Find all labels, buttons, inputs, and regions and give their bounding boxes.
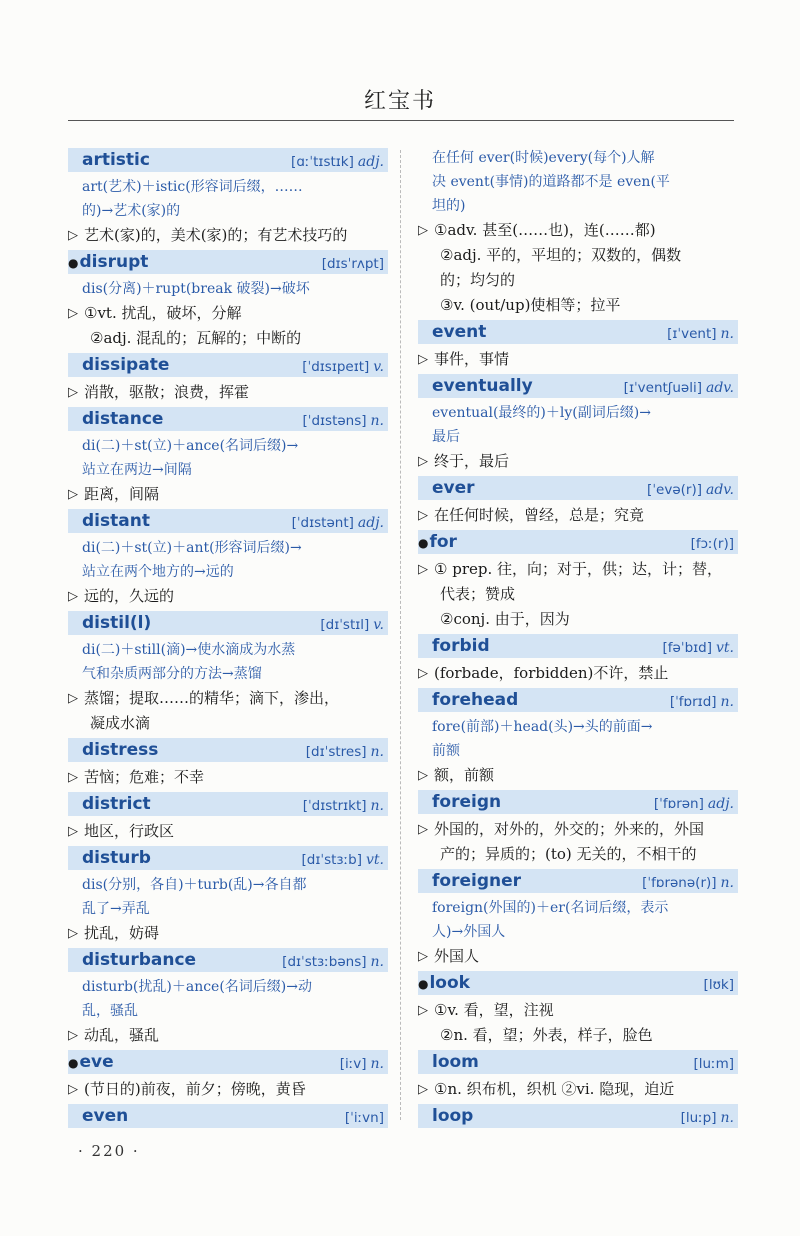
- part-of-speech: v.: [373, 616, 384, 633]
- phonetic-transcription: [ɑːˈtɪstɪk]: [291, 153, 354, 170]
- header-rule: [68, 120, 734, 121]
- etymology-line: 人)→外国人: [432, 924, 506, 940]
- etymology-line: dis(分离)＋rupt(break 破裂)→破坏: [82, 281, 310, 297]
- pronunciation-group: [320, 614, 384, 633]
- triangle-marker-icon: ▷: [418, 562, 428, 577]
- definition-line: [418, 607, 738, 632]
- headword: distil(l): [82, 613, 152, 633]
- definition-line: [418, 817, 738, 842]
- etymology-line: art(艺术)＋istic(形容词后缀，……: [82, 179, 303, 195]
- part-of-speech: adj.: [357, 153, 384, 170]
- definition-line: [418, 1023, 738, 1048]
- pronunciation-group: [681, 1107, 734, 1126]
- headword: eventually: [432, 376, 533, 396]
- etymology-line: 坦的): [432, 198, 466, 214]
- triangle-marker-icon: ▷: [418, 454, 428, 469]
- definition-line: [418, 347, 738, 372]
- headword: loop: [432, 1106, 474, 1126]
- definition-line: [418, 293, 738, 318]
- entry-headword-bar: [68, 509, 388, 533]
- phonetic-transcription: [luːm]: [693, 1055, 734, 1072]
- dictionary-entry: [418, 530, 738, 632]
- phonetic-transcription: [ˈevə(r)]: [647, 481, 702, 498]
- headword-group: [82, 1106, 128, 1126]
- headword: artistic: [82, 150, 150, 170]
- etymology-line: 前额: [432, 743, 460, 759]
- definition-line: [68, 301, 388, 326]
- definition-text: 距离，间隔: [84, 485, 160, 503]
- headword: distant: [82, 511, 150, 531]
- dictionary-entry: [418, 869, 738, 969]
- pronunciation-group: [691, 533, 734, 552]
- entry-headword-bar: [68, 948, 388, 972]
- part-of-speech: n.: [370, 797, 384, 814]
- pronunciation-group: [302, 410, 384, 429]
- headword: forehead: [432, 690, 519, 710]
- triangle-marker-icon: ▷: [418, 508, 428, 523]
- entry-headword-bar: [418, 1050, 738, 1074]
- triangle-marker-icon: ▷: [418, 1082, 428, 1097]
- headword-group: [82, 511, 150, 531]
- definition-line: [68, 584, 388, 609]
- headword: disturbance: [82, 950, 197, 970]
- definition-line: [418, 1077, 738, 1102]
- definition-text: ②conj. 由于，因为: [440, 610, 570, 628]
- dictionary-entry: [68, 1050, 388, 1102]
- triangle-marker-icon: ▷: [68, 306, 78, 321]
- definition-line: [418, 243, 738, 268]
- definition-line: [418, 557, 738, 582]
- headword: distress: [82, 740, 159, 760]
- definition-text: 外国的，对外的，外交的；外来的，外国: [434, 820, 705, 838]
- dictionary-entry: [68, 738, 388, 790]
- entry-headword-bar: [68, 250, 388, 274]
- triangle-marker-icon: ▷: [68, 1082, 78, 1097]
- dictionary-entry: [418, 634, 738, 686]
- phonetic-transcription: [iːv]: [339, 1055, 367, 1072]
- phonetic-transcription: [ˈdɪstrɪkt]: [302, 797, 367, 814]
- right-column: [418, 146, 738, 1131]
- entry-headword-bar: [418, 869, 738, 893]
- pronunciation-group: [340, 1053, 384, 1072]
- part-of-speech: adj.: [357, 514, 384, 531]
- triangle-marker-icon: ▷: [418, 768, 428, 783]
- dictionary-entry: [418, 1050, 738, 1102]
- definition-text: ③v. (out/up)使相等；拉平: [440, 296, 621, 314]
- definition-text: 产的；异质的；(to) 无关的，不相干的: [440, 845, 697, 863]
- entry-headword-bar: [418, 688, 738, 712]
- page-title: 红宝书: [363, 89, 436, 114]
- key-word-bullet-icon: ●: [68, 256, 79, 270]
- definition-text: (forbade，forbidden)不许，禁止: [434, 664, 669, 682]
- headword: for: [429, 532, 457, 552]
- pronunciation-group: [303, 795, 384, 814]
- definition-line: [68, 482, 388, 507]
- triangle-marker-icon: ▷: [68, 228, 78, 243]
- definition-line: [418, 842, 738, 867]
- etymology-line: eventual(最终的)＋ly(副词后缀)→: [432, 405, 651, 421]
- dictionary-entry: [418, 476, 738, 528]
- pronunciation-group: [302, 849, 384, 868]
- phonetic-transcription: [ˈdɪstənt]: [291, 514, 354, 531]
- phonetic-transcription: [dɪˈstɜːb]: [301, 851, 362, 868]
- pronunciation-group: [282, 951, 384, 970]
- headword-group: [432, 376, 533, 396]
- page-number: · 220 ·: [78, 1142, 140, 1160]
- headword-group: [432, 322, 486, 342]
- definition-line: [418, 998, 738, 1023]
- part-of-speech: adv.: [705, 481, 734, 498]
- etymology-line: 决 event(事情)的道路都不是 even(平: [432, 174, 670, 190]
- etymology-line: dis(分别，各自)＋turb(乱)→各自都: [82, 877, 307, 893]
- headword: disturb: [82, 848, 151, 868]
- dictionary-entry: [68, 250, 388, 351]
- dictionary-entry: [418, 688, 738, 788]
- phonetic-transcription: [dɪˈstres]: [305, 743, 367, 760]
- headword-group: [432, 871, 521, 891]
- entry-headword-bar: [418, 530, 738, 554]
- headword-group: [68, 252, 148, 272]
- definition-line: [68, 1023, 388, 1048]
- etymology-line: 气和杂质两部分的方法→蒸馏: [82, 666, 262, 682]
- headword-group: [82, 794, 151, 814]
- pronunciation-group: [642, 872, 734, 891]
- definition-line: [418, 503, 738, 528]
- etymology-line: 站立在两边→间隔: [82, 462, 192, 478]
- headword: look: [429, 973, 470, 993]
- entry-headword-bar: [418, 790, 738, 814]
- headword-group: [432, 478, 475, 498]
- dictionary-entry: [418, 374, 738, 474]
- etymology-line: fore(前部)＋head(头)→头的前面→: [432, 719, 653, 735]
- definition-text: 扰乱，妨碍: [84, 924, 160, 942]
- definition-text: ②adj. 平的，平坦的；双数的，偶数: [440, 246, 682, 264]
- phonetic-transcription: [ɪˈventʃuəli]: [623, 379, 702, 396]
- headword-group: [432, 636, 490, 656]
- etymology-line: di(二)＋st(立)＋ant(形容词后缀)→: [82, 540, 302, 556]
- triangle-marker-icon: ▷: [68, 770, 78, 785]
- triangle-marker-icon: ▷: [418, 223, 428, 238]
- definition-line: [418, 661, 738, 686]
- triangle-marker-icon: ▷: [68, 1028, 78, 1043]
- entry-headword-bar: [68, 353, 388, 377]
- entry-headword-bar: [68, 846, 388, 870]
- headword-group: [82, 613, 151, 633]
- headword: dissipate: [82, 355, 170, 375]
- definition-text: ①v. 看，望，注视: [434, 1001, 554, 1019]
- phonetic-transcription: [ˈfɒrɪd]: [669, 693, 717, 710]
- etymology-line: 乱，骚乱: [82, 1003, 138, 1019]
- definition-text: 艺术(家)的，美术(家)的；有艺术技巧的: [84, 226, 348, 244]
- headword: foreign: [432, 792, 502, 812]
- definition-text: 消散，驱散；浪费，挥霍: [84, 383, 250, 401]
- definition-text: 苦恼；危难；不幸: [84, 768, 205, 786]
- definition-line: [68, 765, 388, 790]
- definition-line: [418, 944, 738, 969]
- entry-headword-bar: [68, 1050, 388, 1074]
- key-word-bullet-icon: ●: [68, 1056, 79, 1070]
- headword: district: [82, 794, 151, 814]
- dictionary-entry: [68, 1104, 388, 1128]
- headword-group: [82, 950, 196, 970]
- definition-text: 终于，最后: [434, 452, 510, 470]
- entry-headword-bar: [418, 971, 738, 995]
- definition-text: ②n. 看，望；外表，样子，脸色: [440, 1026, 653, 1044]
- phonetic-transcription: [ˈfɒrən]: [653, 795, 704, 812]
- headword: disrupt: [79, 252, 149, 272]
- phonetic-transcription: [dɪˈstɜːbəns]: [282, 953, 367, 970]
- triangle-marker-icon: ▷: [418, 1003, 428, 1018]
- etymology-line: 乱了→弄乱: [82, 901, 150, 917]
- etymology-line: di(二)＋st(立)＋ance(名词后缀)→: [82, 438, 299, 454]
- definition-text: 在任何时候，曾经，总是；究竟: [434, 506, 645, 524]
- headword-group: [418, 532, 457, 552]
- definition-text: 动乱，骚乱: [84, 1026, 160, 1044]
- triangle-marker-icon: ▷: [68, 487, 78, 502]
- etymology-line: 在任何 ever(时候)every(每个)人解: [432, 150, 655, 166]
- headword: loom: [432, 1052, 479, 1072]
- headword: foreigner: [432, 871, 522, 891]
- dictionary-entry: [68, 353, 388, 405]
- part-of-speech: n.: [720, 874, 734, 891]
- part-of-speech: v.: [373, 358, 384, 375]
- definition-line: [68, 686, 388, 711]
- dictionary-entry: [68, 611, 388, 736]
- definition-text: 远的，久远的: [84, 587, 175, 605]
- definition-text: ①adv. 甚至(……也)，连(……都): [434, 221, 656, 239]
- etymology-line: foreign(外国的)＋er(名词后缀，表示: [432, 900, 669, 916]
- phonetic-transcription: [dɪˈstɪl]: [320, 616, 370, 633]
- entry-headword-bar: [418, 374, 738, 398]
- definition-text: 地区，行政区: [84, 822, 175, 840]
- headword: even: [82, 1106, 129, 1126]
- headword: forbid: [432, 636, 490, 656]
- entry-headword-bar: [68, 148, 388, 172]
- dictionary-entry: [418, 971, 738, 1048]
- triangle-marker-icon: ▷: [68, 926, 78, 941]
- headword: ever: [432, 478, 475, 498]
- dictionary-entry: [68, 509, 388, 609]
- definition-text: (节日的)前夜，前夕；傍晚，黄昏: [84, 1080, 306, 1098]
- definition-text: ① prep. 往，向；对于，供；达，计；替，: [434, 560, 723, 578]
- definition-line: [418, 582, 738, 607]
- part-of-speech: n.: [370, 412, 384, 429]
- headword-group: [432, 1052, 479, 1072]
- pronunciation-group: [322, 253, 384, 272]
- headword-group: [82, 150, 150, 170]
- etymology-line: di(二)＋still(滴)→使水滴成为水蒸: [82, 642, 296, 658]
- pronunciation-group: [704, 974, 734, 993]
- definition-text: 事件，事情: [434, 350, 510, 368]
- key-word-bullet-icon: ●: [418, 536, 429, 550]
- phonetic-transcription: [fɔː(r)]: [690, 535, 734, 552]
- definition-line: [68, 819, 388, 844]
- column-divider: [400, 150, 401, 1120]
- entry-headword-bar: [418, 320, 738, 344]
- headword-group: [418, 973, 470, 993]
- dictionary-entry: [418, 1104, 738, 1128]
- headword-group: [82, 355, 169, 375]
- definition-line: [68, 223, 388, 248]
- pronunciation-group: [663, 637, 734, 656]
- dictionary-entry: [68, 148, 388, 248]
- headword: event: [432, 322, 487, 342]
- definition-text: ①vt. 扰乱，破坏，分解: [84, 304, 242, 322]
- phonetic-transcription: [ˈiːvn]: [344, 1109, 384, 1126]
- triangle-marker-icon: ▷: [418, 822, 428, 837]
- triangle-marker-icon: ▷: [68, 589, 78, 604]
- definition-text: ①n. 织布机，织机 ②vi. 隐现，迫近: [434, 1080, 675, 1098]
- definition-line: [68, 921, 388, 946]
- entry-headword-bar: [68, 1104, 388, 1128]
- dictionary-entry: [68, 948, 388, 1048]
- left-column: [68, 146, 388, 1131]
- pronunciation-group: [670, 691, 734, 710]
- phonetic-transcription: [fəˈbɪd]: [662, 639, 712, 656]
- entry-headword-bar: [68, 738, 388, 762]
- headword-group: [82, 409, 163, 429]
- phonetic-transcription: [ˈfɒrənə(r)]: [642, 874, 717, 891]
- part-of-speech: n.: [720, 693, 734, 710]
- definition-text: 蒸馏；提取……的精华；滴下，渗出，: [84, 689, 340, 707]
- definition-text: ②adj. 混乱的；瓦解的；中断的: [90, 329, 302, 347]
- pronunciation-group: [306, 741, 384, 760]
- part-of-speech: n.: [720, 1109, 734, 1126]
- definition-text: 凝成水滴: [90, 714, 151, 732]
- dictionary-entry: [68, 792, 388, 844]
- dictionary-entry: [68, 407, 388, 507]
- pronunciation-group: [292, 512, 384, 531]
- phonetic-transcription: [ɪˈvent]: [667, 325, 717, 342]
- definition-line: [68, 380, 388, 405]
- pronunciation-group: [647, 479, 734, 498]
- part-of-speech: n.: [370, 743, 384, 760]
- definition-line: [418, 218, 738, 243]
- definition-line: [418, 449, 738, 474]
- triangle-marker-icon: ▷: [418, 949, 428, 964]
- definition-line: [418, 763, 738, 788]
- part-of-speech: vt.: [716, 639, 734, 656]
- dictionary-entry: [418, 320, 738, 372]
- phonetic-transcription: [ˈdɪstəns]: [302, 412, 367, 429]
- headword-group: [82, 848, 151, 868]
- headword-group: [82, 740, 158, 760]
- pronunciation-group: [667, 323, 734, 342]
- triangle-marker-icon: ▷: [68, 385, 78, 400]
- definition-text: 的；均匀的: [440, 271, 516, 289]
- part-of-speech: n.: [370, 1055, 384, 1072]
- dictionary-entry: [418, 790, 738, 867]
- part-of-speech: adv.: [705, 379, 734, 396]
- part-of-speech: vt.: [366, 851, 384, 868]
- definition-line: [68, 1077, 388, 1102]
- definition-text: 外国人: [434, 947, 480, 965]
- phonetic-transcription: [lʊk]: [703, 976, 734, 993]
- part-of-speech: adj.: [707, 795, 734, 812]
- etymology-line: disturb(扰乱)＋ance(名词后缀)→动: [82, 979, 312, 995]
- headword-group: [432, 792, 501, 812]
- etymology-line: 的)→艺术(家)的: [82, 203, 181, 219]
- pronunciation-group: [291, 151, 384, 170]
- pronunciation-group: [345, 1107, 384, 1126]
- definition-line: [418, 268, 738, 293]
- etymology-line: 最后: [432, 429, 460, 445]
- entry-headword-bar: [418, 634, 738, 658]
- part-of-speech: n.: [720, 325, 734, 342]
- entry-headword-bar: [418, 1104, 738, 1128]
- key-word-bullet-icon: ●: [418, 977, 429, 991]
- headword-group: [68, 1052, 114, 1072]
- definition-line: [68, 326, 388, 351]
- pronunciation-group: [693, 1053, 734, 1072]
- entry-headword-bar: [68, 792, 388, 816]
- headword-group: [432, 690, 518, 710]
- triangle-marker-icon: ▷: [68, 824, 78, 839]
- definition-line: [68, 711, 388, 736]
- entry-headword-bar: [68, 407, 388, 431]
- part-of-speech: n.: [370, 953, 384, 970]
- dictionary-entry: [68, 846, 388, 946]
- phonetic-transcription: [luːp]: [680, 1109, 717, 1126]
- pronunciation-group: [624, 377, 734, 396]
- headword-group: [432, 1106, 473, 1126]
- triangle-marker-icon: ▷: [418, 666, 428, 681]
- triangle-marker-icon: ▷: [68, 691, 78, 706]
- pronunciation-group: [302, 356, 384, 375]
- entry-headword-bar: [68, 611, 388, 635]
- phonetic-transcription: [ˈdɪsɪpeɪt]: [302, 358, 370, 375]
- dictionary-entry: [418, 146, 738, 318]
- entry-headword-bar: [418, 476, 738, 500]
- triangle-marker-icon: ▷: [418, 352, 428, 367]
- definition-text: 额，前额: [434, 766, 495, 784]
- definition-text: 代表；赞成: [440, 585, 516, 603]
- headword: eve: [79, 1052, 114, 1072]
- phonetic-transcription: [dɪsˈrʌpt]: [321, 255, 384, 272]
- headword: distance: [82, 409, 164, 429]
- etymology-line: 站立在两个地方的→远的: [82, 564, 234, 580]
- pronunciation-group: [654, 793, 734, 812]
